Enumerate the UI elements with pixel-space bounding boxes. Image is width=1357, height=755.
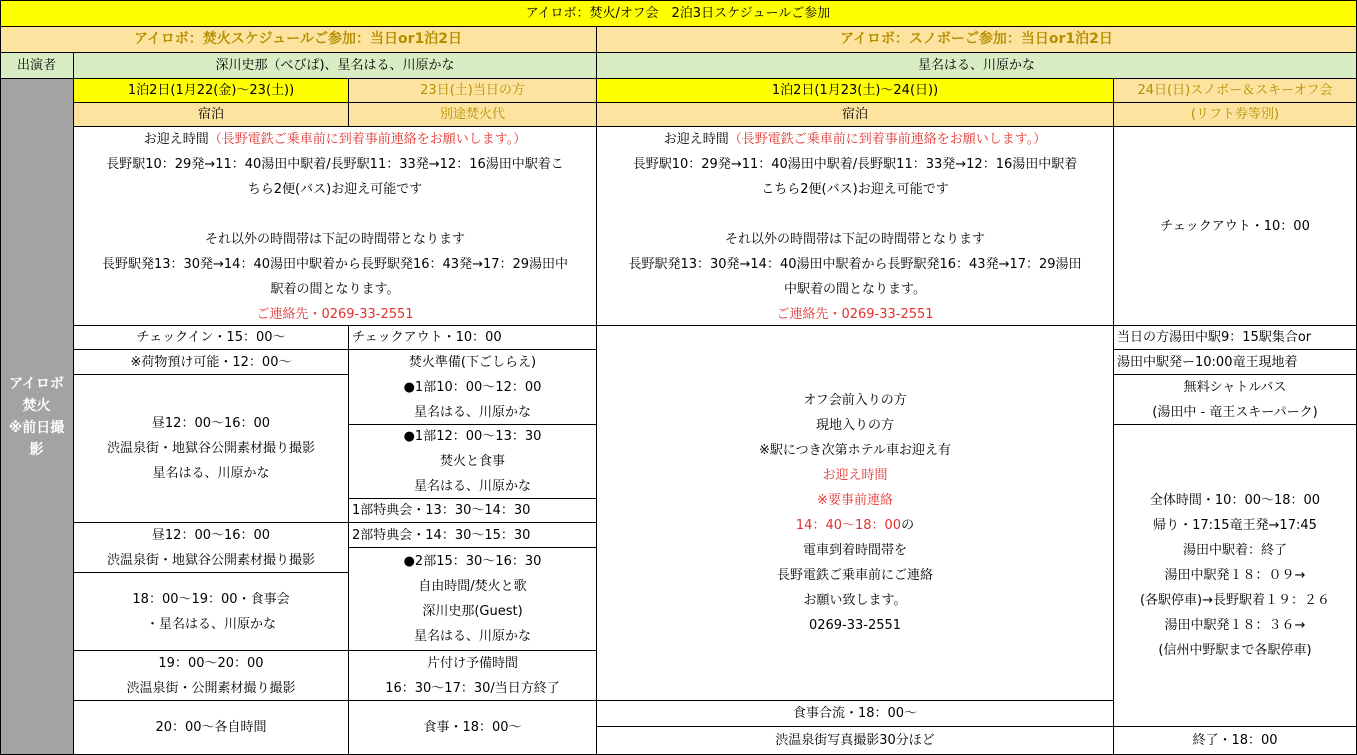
col-b-part2-line: 星名はる、川原かな bbox=[413, 629, 531, 644]
col-a-header bbox=[74, 79, 349, 103]
col-b-bonus1 bbox=[349, 499, 597, 523]
col-a-subheader-text: 宿泊 bbox=[197, 107, 224, 122]
col-d-schedule bbox=[1114, 425, 1357, 727]
col-d-shuttle-line: (湯田中 - 竜王スキーパーク) bbox=[1152, 404, 1318, 420]
col-b-meal-line: 星名はる、川原かな bbox=[413, 479, 531, 494]
section-header-bonfire-text: アイロボ：焚火スケジュールご参加：当日or1泊2日 bbox=[134, 31, 462, 47]
col-d-meet1-text: 当日の方湯田中駅9：15駅集合or bbox=[1117, 330, 1312, 345]
col-b-bonus2 bbox=[349, 523, 597, 548]
col-b-meal-line: ●1部12：00〜13：30 bbox=[403, 429, 542, 444]
col-d-header bbox=[1114, 79, 1357, 103]
col-b-prep-line: 星名はる、川原かな bbox=[413, 404, 531, 420]
col-c-line: 現地入りの方 bbox=[815, 418, 894, 433]
pickup-line bbox=[664, 127, 1046, 152]
col-d-end bbox=[1114, 727, 1357, 755]
col-b-checkout-text: チェックアウト・10：00 bbox=[352, 330, 502, 345]
pickup-info-right bbox=[597, 127, 1114, 326]
col-a-shoot3 bbox=[74, 651, 349, 701]
col-a-dinner-line: ・星名はる、川原かな bbox=[145, 616, 276, 632]
pickup-label: お迎え時間 bbox=[663, 132, 729, 147]
col-c-time-tail: の bbox=[901, 518, 915, 533]
section-header-snowboard-text: アイロボ：スノボーご参加：当日or1泊2日 bbox=[840, 31, 1113, 47]
pickup-line bbox=[333, 202, 337, 227]
side-label-line: ※前日撮 bbox=[8, 419, 65, 436]
col-c-dinner-text: 食事合流・18：00〜 bbox=[792, 706, 918, 721]
col-c-line: ※要事前連絡 bbox=[817, 493, 893, 508]
col-a-dinner bbox=[74, 573, 349, 651]
side-label bbox=[0, 79, 74, 755]
col-b-part2 bbox=[349, 548, 597, 651]
col-b-subheader-text: 別途焚火代 bbox=[439, 107, 505, 122]
col-a-header-text: 1泊2日(1月22(金)〜23(土)) bbox=[127, 83, 295, 98]
col-d-schedule-line: 湯田中駅発１８：０９→ bbox=[1164, 568, 1306, 583]
col-b-bonus1-text: 1部特典会・13：30〜14：30 bbox=[352, 503, 531, 518]
col-c-line bbox=[796, 513, 914, 538]
col-d-schedule-line: 湯田中駅発１８：３６→ bbox=[1164, 618, 1306, 633]
pickup-line: それ以外の時間帯は下記の時間帯となります bbox=[204, 232, 465, 247]
pickup-label: お迎え時間 bbox=[143, 132, 209, 147]
col-c-line: 0269-33-2551 bbox=[808, 618, 902, 633]
pickup-line bbox=[853, 202, 857, 227]
pickup-line: 長野駅発13：30発→14：40湯田中駅着から長野駅発16：43発→17：29湯田中 bbox=[101, 257, 569, 272]
col-d-header-text: 24日(日)スノボー＆スキーオフ会 bbox=[1137, 83, 1333, 98]
col-d-schedule-line: 全体時間・10：00〜18：00 bbox=[1149, 493, 1321, 508]
col-a-checkin-text: チェックイン・15：00〜 bbox=[136, 330, 286, 345]
sheet-title bbox=[0, 0, 1357, 27]
col-c-header-text: 1泊2日(1月23(土)〜24(日)) bbox=[771, 83, 939, 98]
pickup-line: それ以外の時間帯は下記の時間帯となります bbox=[724, 232, 985, 247]
pickup-note: （長野電鉄ご乗車前に到着事前連絡をお願いします。） bbox=[208, 132, 527, 147]
col-d-shuttle-line: 無料シャトルバス bbox=[1183, 379, 1287, 395]
col-c-dinner bbox=[597, 701, 1114, 727]
col-a-shoot3-line: 19：00〜20：00 bbox=[158, 655, 264, 671]
col-b-header-text: 23日(土)当日の方 bbox=[420, 83, 525, 98]
col-b-prep-line: 焚火準備(下ごしらえ) bbox=[408, 354, 537, 370]
section-header-snowboard bbox=[597, 27, 1357, 53]
col-d-meet2-text: 湯田中駅発ー10:00竜王現地着 bbox=[1117, 354, 1298, 370]
col-b-cleanup-line: 片付け予備時間 bbox=[426, 655, 518, 671]
section-header-bonfire bbox=[0, 27, 597, 53]
col-b-cleanup-line: 16：30〜17：30/当日方終了 bbox=[385, 680, 560, 696]
sheet-title-text: アイロボ：焚火/オフ会 2泊3日スケジュールご参加 bbox=[525, 5, 831, 21]
col-a-free-time-text: 20：00〜各自時間 bbox=[155, 720, 267, 735]
col-a-shoot1-line: 星名はる、川原かな bbox=[152, 466, 270, 481]
col-d-shuttle bbox=[1114, 375, 1357, 425]
col-d-schedule-line: (信州中野駅まで各駅停車) bbox=[1158, 643, 1312, 658]
side-label-line: 焚火 bbox=[22, 397, 51, 414]
col-d-meet2 bbox=[1114, 350, 1357, 375]
pickup-line: 長野駅10：29発→11：40湯田中駅着/長野駅11：33発→12：16湯田中駅着 bbox=[632, 157, 1078, 172]
col-d-meet1 bbox=[1114, 326, 1357, 350]
pickup-line: 駅着の間となります。 bbox=[270, 282, 400, 297]
col-c-header bbox=[597, 79, 1114, 103]
col-b-checkout bbox=[349, 326, 597, 350]
performers-right-text: 星名はる、川原かな bbox=[917, 58, 1035, 73]
col-d-schedule-line: 湯田中駅着：終了 bbox=[1182, 543, 1287, 558]
col-b-prep bbox=[349, 350, 597, 425]
col-b-bonus2-text: 2部特典会・14：30〜15：30 bbox=[352, 527, 531, 543]
performers-label bbox=[0, 53, 74, 79]
col-a-free-time bbox=[74, 701, 349, 755]
pickup-line: こちら2便(バス)お迎え可能です bbox=[761, 182, 949, 197]
pickup-line bbox=[144, 127, 526, 152]
col-c-line: 電車到着時間帯を bbox=[802, 543, 907, 558]
performers-left bbox=[74, 53, 597, 79]
col-b-cleanup bbox=[349, 651, 597, 701]
col-b-part2-line: ●2部15：30〜16：30 bbox=[403, 554, 542, 569]
col-a-luggage bbox=[74, 350, 349, 375]
col-b-header bbox=[349, 79, 597, 103]
col-a-shoot2-line: 昼12：00〜16：00 bbox=[151, 527, 271, 543]
col-a-subheader bbox=[74, 103, 349, 127]
col-b-part2-line: 深川史那(Guest) bbox=[422, 604, 523, 619]
col-b-subheader bbox=[349, 103, 597, 127]
col-b-meal-line: 焚火と食事 bbox=[439, 454, 505, 469]
col-a-shoot1 bbox=[74, 375, 349, 523]
col-a-shoot2 bbox=[74, 523, 349, 573]
col-c-line: 長野電鉄ご乗車前にご連絡 bbox=[776, 568, 933, 583]
contact-phone: ご連絡先・0269-33-2551 bbox=[256, 307, 414, 322]
side-label-line: 影 bbox=[29, 441, 44, 458]
col-d-end-text: 終了・18：00 bbox=[1192, 733, 1278, 748]
col-c-line: お迎え時間 bbox=[822, 468, 888, 483]
col-c-line: オフ会前入りの方 bbox=[803, 393, 907, 408]
side-label-line: アイロボ bbox=[9, 375, 64, 392]
col-a-shoot1-line: 渋温泉街・地獄谷公開素材撮り撮影 bbox=[106, 441, 315, 456]
performers-right bbox=[597, 53, 1357, 79]
col-c-time-range: 14：40〜18：00 bbox=[795, 518, 902, 533]
col-d-schedule-line: 帰り・17:15竜王発→17:45 bbox=[1153, 518, 1317, 533]
col-b-prep-line: ●1部10：00〜12：00 bbox=[403, 379, 542, 395]
col-a-shoot1-line: 昼12：00〜16：00 bbox=[151, 416, 271, 431]
col-c-subheader bbox=[597, 103, 1114, 127]
col-c-photo-text: 渋温泉街写真撮影30分ほど bbox=[775, 733, 935, 748]
col-d-schedule-line: (各駅停車)→長野駅着１９：２６ bbox=[1139, 593, 1331, 608]
pickup-line: 長野駅発13：30発→14：40湯田中駅着から長野駅発16：43発→17：29湯田 bbox=[628, 257, 1082, 272]
col-a-shoot3-line: 渋温泉街・公開素材撮り撮影 bbox=[126, 680, 296, 696]
pickup-info-left bbox=[74, 127, 597, 326]
col-d-checkout-text: チェックアウト・10：00 bbox=[1160, 218, 1310, 234]
col-d-subheader bbox=[1114, 103, 1357, 127]
col-b-part2-line: 自由時間/焚火と歌 bbox=[418, 579, 527, 594]
col-c-photo bbox=[597, 727, 1114, 755]
col-c-line: お願い致します。 bbox=[803, 593, 907, 608]
col-a-luggage-text: ※荷物預け可能・12：00〜 bbox=[130, 354, 292, 370]
performers-left-text: 深川史那（べびぱ)、星名はる、川原かな bbox=[215, 58, 455, 73]
col-b-meal2 bbox=[349, 701, 597, 755]
col-b-meal2-text: 食事・18：00〜 bbox=[423, 720, 522, 735]
contact-phone: ご連絡先・0269-33-2551 bbox=[776, 307, 934, 322]
pickup-line: 長野駅10：29発→11：40湯田中駅着/長野駅11：33発→12：16湯田中駅着こ bbox=[106, 157, 564, 172]
col-b-meal bbox=[349, 425, 597, 499]
performers-label-text: 出演者 bbox=[16, 58, 56, 73]
col-a-dinner-line: 18：00〜19：00・食事会 bbox=[132, 591, 290, 607]
col-c-arrival-info bbox=[597, 326, 1114, 701]
col-d-checkout bbox=[1114, 127, 1357, 326]
col-c-subheader-text: 宿泊 bbox=[841, 107, 868, 122]
col-a-checkin bbox=[74, 326, 349, 350]
col-c-line: ※駅につき次第ホテル車お迎え有 bbox=[759, 443, 951, 458]
col-a-shoot2-line: 渋温泉街・地獄谷公開素材撮り撮影 bbox=[106, 552, 315, 568]
pickup-note: （長野電鉄ご乗車前に到着事前連絡をお願いします。） bbox=[728, 132, 1047, 147]
pickup-line: ちら2便(バス)お迎え可能です bbox=[247, 182, 423, 197]
pickup-line: 中駅着の間となります。 bbox=[784, 282, 926, 297]
col-d-subheader-text: (リフト券等別) bbox=[1190, 107, 1280, 122]
